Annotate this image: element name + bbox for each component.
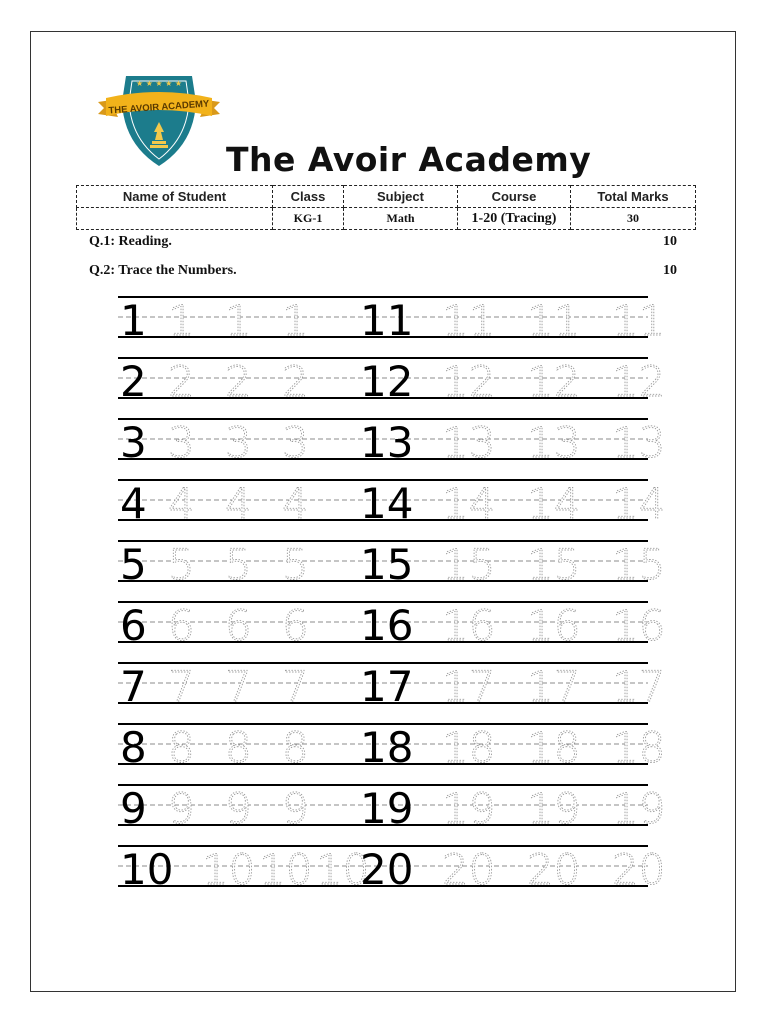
logo-text: THE AVOIR ACADEMY [108, 98, 210, 117]
sample-number: 4 [120, 479, 147, 528]
sample-number: 11 [360, 296, 414, 345]
sample-number: 10 [120, 845, 174, 894]
trace-number[interactable]: 12 [612, 357, 666, 406]
course-value: 1-20 (Tracing) [458, 208, 571, 230]
trace-number[interactable]: 11 [442, 296, 496, 345]
sample-number: 12 [360, 357, 414, 406]
sample-number: 15 [360, 540, 414, 589]
sample-number: 17 [360, 662, 414, 711]
trace-number[interactable]: 6 [225, 601, 252, 650]
trace-number[interactable]: 15 [612, 540, 666, 589]
trace-number[interactable]: 5 [225, 540, 252, 589]
trace-number[interactable]: 11 [612, 296, 666, 345]
svg-text:★ ★ ★ ★ ★: ★ ★ ★ ★ ★ [135, 79, 183, 88]
trace-number[interactable]: 6 [282, 601, 309, 650]
trace-number[interactable]: 18 [612, 723, 666, 772]
trace-number[interactable]: 19 [527, 784, 581, 833]
trace-number[interactable]: 7 [282, 662, 309, 711]
header-class: Class [273, 186, 344, 208]
sample-number: 19 [360, 784, 414, 833]
subject-value: Math [344, 208, 458, 230]
trace-number[interactable]: 13 [442, 418, 496, 467]
trace-number[interactable]: 12 [527, 357, 581, 406]
trace-number[interactable]: 8 [225, 723, 252, 772]
trace-number[interactable]: 17 [612, 662, 666, 711]
trace-number[interactable]: 1 [225, 296, 252, 345]
question-1 [89, 234, 679, 254]
trace-number[interactable]: 12 [442, 357, 496, 406]
trace-number[interactable]: 15 [527, 540, 581, 589]
trace-number[interactable]: 14 [527, 479, 581, 528]
trace-number[interactable]: 6 [168, 601, 195, 650]
sample-number: 18 [360, 723, 414, 772]
question-1-label: Q.1: Reading. [89, 234, 172, 249]
number-tracing-area [112, 290, 666, 900]
trace-number[interactable]: 7 [168, 662, 195, 711]
trace-number[interactable]: 17 [442, 662, 496, 711]
trace-number[interactable]: 11 [527, 296, 581, 345]
trace-number[interactable]: 9 [282, 784, 309, 833]
trace-number[interactable]: 19 [442, 784, 496, 833]
trace-number[interactable]: 3 [168, 418, 195, 467]
sample-number: 7 [120, 662, 147, 711]
sample-number: 6 [120, 601, 147, 650]
trace-number[interactable]: 19 [612, 784, 666, 833]
trace-number[interactable]: 4 [282, 479, 309, 528]
tracing-row [118, 601, 665, 650]
sample-number: 5 [120, 540, 147, 589]
tracing-row [118, 540, 665, 589]
sample-number: 8 [120, 723, 147, 772]
question-1-marks: 10 [663, 234, 677, 249]
trace-number[interactable]: 3 [225, 418, 252, 467]
trace-number[interactable]: 20 [612, 845, 666, 894]
trace-number[interactable]: 10 [202, 845, 256, 894]
sample-number: 16 [360, 601, 414, 650]
total-marks-value: 30 [571, 208, 696, 230]
student-info-table [76, 185, 696, 230]
trace-number[interactable]: 20 [527, 845, 581, 894]
trace-number[interactable]: 3 [282, 418, 309, 467]
sample-number: 20 [360, 845, 414, 894]
header-total-marks: Total Marks [571, 186, 696, 208]
trace-number[interactable]: 13 [527, 418, 581, 467]
tracing-row [118, 357, 665, 406]
student-name-field[interactable] [77, 208, 273, 230]
trace-number[interactable]: 2 [168, 357, 195, 406]
trace-number[interactable]: 5 [282, 540, 309, 589]
trace-number[interactable]: 1 [168, 296, 195, 345]
trace-number[interactable]: 18 [442, 723, 496, 772]
sample-number: 2 [120, 357, 147, 406]
trace-number[interactable]: 14 [442, 479, 496, 528]
question-2 [89, 263, 679, 283]
table-value-row [77, 208, 696, 230]
tracing-row [118, 723, 665, 772]
trace-number[interactable]: 8 [282, 723, 309, 772]
header-subject: Subject [344, 186, 458, 208]
tracing-row [118, 662, 665, 711]
header-course: Course [458, 186, 571, 208]
trace-number[interactable]: 4 [168, 479, 195, 528]
sample-number: 3 [120, 418, 147, 467]
trace-number[interactable]: 16 [612, 601, 666, 650]
table-header-row [77, 186, 696, 208]
trace-number[interactable]: 13 [612, 418, 666, 467]
tracing-row [118, 479, 665, 528]
tracing-row [118, 784, 665, 833]
trace-number[interactable]: 5 [168, 540, 195, 589]
question-2-marks: 10 [663, 263, 677, 278]
trace-number[interactable]: 1 [282, 296, 309, 345]
academy-logo [96, 72, 222, 168]
trace-number[interactable]: 10 [316, 845, 370, 894]
page-title: The Avoir Academy [226, 140, 592, 179]
sample-number: 1 [120, 296, 147, 345]
trace-number[interactable]: 17 [527, 662, 581, 711]
trace-number[interactable]: 16 [527, 601, 581, 650]
trace-number[interactable]: 18 [527, 723, 581, 772]
trace-number[interactable]: 15 [442, 540, 496, 589]
trace-number[interactable]: 2 [225, 357, 252, 406]
trace-number[interactable]: 2 [282, 357, 309, 406]
header-name-of-student: Name of Student [77, 186, 273, 208]
question-2-label: Q.2: Trace the Numbers. [89, 263, 237, 278]
trace-number[interactable]: 16 [442, 601, 496, 650]
trace-number[interactable]: 9 [225, 784, 252, 833]
trace-number[interactable]: 10 [259, 845, 313, 894]
tracing-row [118, 418, 665, 467]
sample-number: 9 [120, 784, 147, 833]
tracing-row [118, 296, 665, 345]
trace-number[interactable]: 20 [442, 845, 496, 894]
trace-number[interactable]: 4 [225, 479, 252, 528]
class-value: KG-1 [273, 208, 344, 230]
trace-number[interactable]: 8 [168, 723, 195, 772]
trace-number[interactable]: 14 [612, 479, 666, 528]
sample-number: 14 [360, 479, 414, 528]
trace-number[interactable]: 7 [225, 662, 252, 711]
trace-number[interactable]: 9 [168, 784, 195, 833]
tracing-row [118, 845, 665, 894]
sample-number: 13 [360, 418, 414, 467]
